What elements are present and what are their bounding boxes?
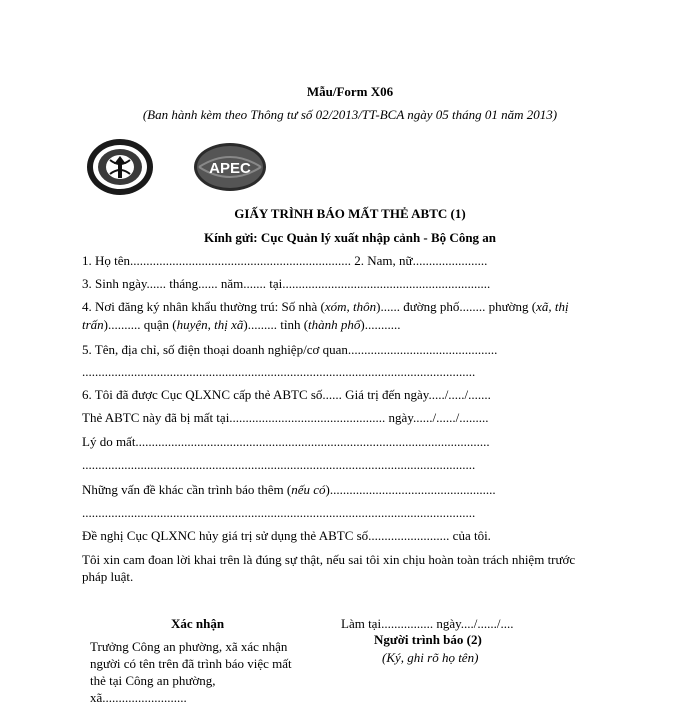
residence-italic: thành phố (308, 317, 361, 332)
commitment-line2: pháp luật. (82, 569, 134, 584)
reporter-signature-note: (Ký, ghi rõ họ tên) (382, 650, 479, 665)
confirmation-text-3: thẻ tại Công an phường, (90, 673, 216, 688)
residence-italic: trấn (82, 317, 104, 332)
place-date-line: Làm tại................ ngày..../....../.... (341, 616, 514, 631)
field-company: 5. Tên, địa chỉ, số điện thoại doanh nghiệp/cơ quan.............................................. (82, 342, 498, 357)
police-emblem-icon (86, 138, 154, 196)
field-other-cont: ......................................................................................................................... (82, 505, 476, 520)
field-other-issues (82, 482, 496, 498)
residence-text: )......... tỉnh ( (243, 317, 309, 332)
field-card-issued: 6. Tôi đã được Cục QLXNC cấp thẻ ABTC số...... Giá trị đến ngày...../...../....... (82, 387, 491, 402)
residence-italic: xã, thị (536, 299, 569, 314)
field-request: Đề nghị Cục QLXNC hủy giá trị sử dụng thẻ ABTC số......................... của tôi. (82, 528, 491, 543)
residence-text: 4. Nơi đăng ký nhân khẩu thường trú: Số nhà ( (82, 299, 325, 314)
other-italic: nếu có (291, 482, 326, 497)
field-birth: 3. Sinh ngày...... tháng...... năm....... tại................................................................ (82, 276, 491, 291)
residence-italic: huyện, thị xã (176, 317, 244, 332)
other-text: Những vấn đề khác cần trình báo thêm ( (82, 482, 292, 497)
field-card-lost: Thẻ ABTC này đã bị mất tại................................................ ngày....../....../......... (82, 410, 489, 425)
field-reason-cont: ......................................................................................................................... (82, 457, 476, 472)
apec-text: APEC (209, 160, 251, 177)
reporter-heading: Người trình báo (2) (374, 632, 482, 647)
confirmation-text-1: Trưởng Công an phường, xã xác nhận (90, 639, 288, 654)
field-name-gender: 1. Họ tên.................................................................... 2. Nam, nữ....................... (82, 253, 488, 268)
confirmation-text-4: xã.......................... (90, 690, 187, 705)
residence-italic: xóm, thôn (324, 299, 377, 314)
field-reason: Lý do mất............................................................................................................. (82, 434, 490, 449)
other-text: )................................................... (325, 482, 496, 497)
residence-text: )........... (360, 317, 401, 332)
residence-text: )...... đường phố........ phường ( (376, 299, 537, 314)
residence-text: ).......... quận ( (103, 317, 177, 332)
confirmation-text-2: người có tên trên đã trình báo việc mất (90, 656, 292, 671)
form-label: Mẫu/Form X06 (306, 84, 394, 99)
commitment-line1: Tôi xin cam đoan lời khai trên là đúng sự thật, nếu sai tôi xin chịu hoàn toàn trách nhiệm trước (82, 552, 576, 567)
issued-note: (Ban hành kèm theo Thông tư số 02/2013/TT-BCA ngày 05 tháng 01 năm 2013) (142, 107, 558, 122)
field-company-cont: ......................................................................................................................... (82, 364, 476, 379)
recipient-line: Kính gửi: Cục Quản lý xuất nhập cảnh - Bộ Công an (203, 230, 497, 245)
field-residence-line2 (82, 317, 401, 333)
apec-logo (193, 142, 267, 192)
document-title: GIẤY TRÌNH BÁO MẤT THẺ ABTC (1) (234, 206, 466, 221)
field-residence-line1 (82, 299, 569, 315)
confirmation-heading: Xác nhận (171, 616, 225, 631)
